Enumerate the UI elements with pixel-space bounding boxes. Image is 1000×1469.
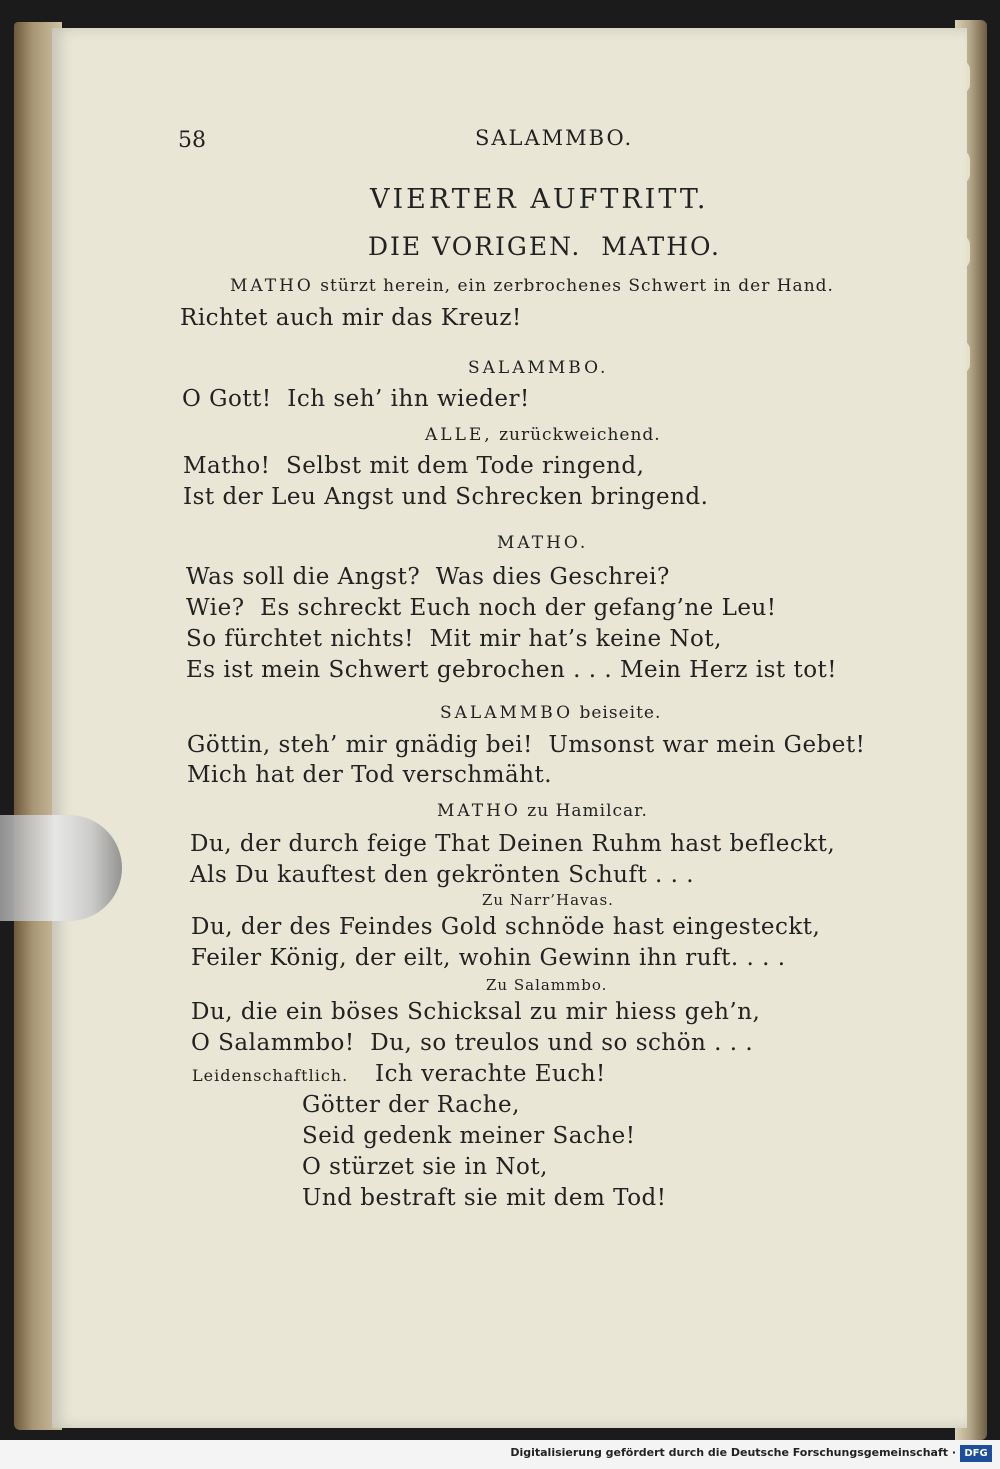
verse-line: Du, die ein böses Schicksal zu mir hiess geh’n, xyxy=(191,999,761,1025)
page-clip xyxy=(0,815,122,921)
stage-direction xyxy=(230,276,834,296)
verse-line: Richtet auch mir das Kreuz! xyxy=(180,305,522,331)
verse-line: Ich verachte Euch! xyxy=(375,1061,606,1087)
stage-direction: Leidenschaftlich. xyxy=(192,1066,349,1085)
stage-direction-text: stürzt herein, ein zerbrochenes Schwert in der Hand. xyxy=(313,276,834,296)
stage-direction: Zu Salammbo. xyxy=(486,976,608,994)
verse-line: O Gott! Ich seh’ ihn wieder! xyxy=(182,386,530,412)
verse-line: O stürzet sie in Not, xyxy=(302,1154,548,1180)
running-head: SALAMMBO. xyxy=(475,126,634,150)
stage-direction xyxy=(468,358,608,378)
stage-direction-text: zu Hamilcar. xyxy=(520,801,648,821)
speaker-name: ALLE, xyxy=(425,425,493,445)
verse-line: Du, der durch feige That Deinen Ruhm hast befleckt, xyxy=(190,831,836,857)
stage-direction-text: zurückweichend. xyxy=(492,425,661,445)
verse-line: Was soll die Angst? Was dies Geschrei? xyxy=(186,564,670,590)
verse-line: Es ist mein Schwert gebrochen . . . Mein Herz ist tot! xyxy=(186,657,838,683)
scene-title: VIERTER AUFTRITT. xyxy=(370,184,709,215)
footer-bar xyxy=(0,1440,1000,1469)
speaker-name: SALAMMBO. xyxy=(468,358,609,378)
funding-credit: Digitalisierung gefördert durch die Deutsche Forschungsgemeinschaft · xyxy=(510,1446,956,1459)
verse-line: Mich hat der Tod verschmäht. xyxy=(187,762,553,788)
verse-line: So fürchtet nichts! Mit mir hat’s keine Not, xyxy=(186,626,722,652)
page-number: 58 xyxy=(178,128,206,153)
verse-line: Als Du kauftest den gekrönten Schuft . . . xyxy=(190,862,695,888)
verse-line: Ist der Leu Angst und Schrecken bringend. xyxy=(183,484,709,510)
verse-line: Wie? Es schreckt Euch noch der gefang’ne Leu! xyxy=(186,595,777,621)
scene-persons: DIE VORIGEN. MATHO. xyxy=(368,232,722,261)
dfg-logo-icon: DFG xyxy=(960,1445,992,1462)
stage-direction: Zu Narr’Havas. xyxy=(482,891,614,909)
verse-line: Götter der Rache, xyxy=(302,1092,520,1118)
stage-direction xyxy=(425,425,661,445)
verse-line: Du, der des Feindes Gold schnöde hast eingesteckt, xyxy=(191,914,821,940)
speaker-name: MATHO xyxy=(437,801,521,821)
verse-line: Feiler König, der eilt, wohin Gewinn ihn ruft. . . . xyxy=(191,945,786,971)
stage-direction xyxy=(497,533,588,553)
speaker-name: MATHO xyxy=(230,276,314,296)
speaker-name: MATHO. xyxy=(497,533,589,553)
stage-direction xyxy=(440,703,661,723)
verse-line: Matho! Selbst mit dem Tode ringend, xyxy=(183,453,645,479)
verse-line: Seid gedenk meiner Sache! xyxy=(302,1123,636,1149)
stage-direction xyxy=(437,801,648,821)
verse-line: Göttin, steh’ mir gnädig bei! Umsonst war mein Gebet! xyxy=(187,732,866,758)
stage-direction-text: beiseite. xyxy=(573,703,662,723)
verse-line: Und bestraft sie mit dem Tod! xyxy=(302,1185,667,1211)
speaker-name: SALAMMBO xyxy=(440,703,574,723)
verse-line: O Salammbo! Du, so treulos und so schön . . . xyxy=(191,1030,754,1056)
